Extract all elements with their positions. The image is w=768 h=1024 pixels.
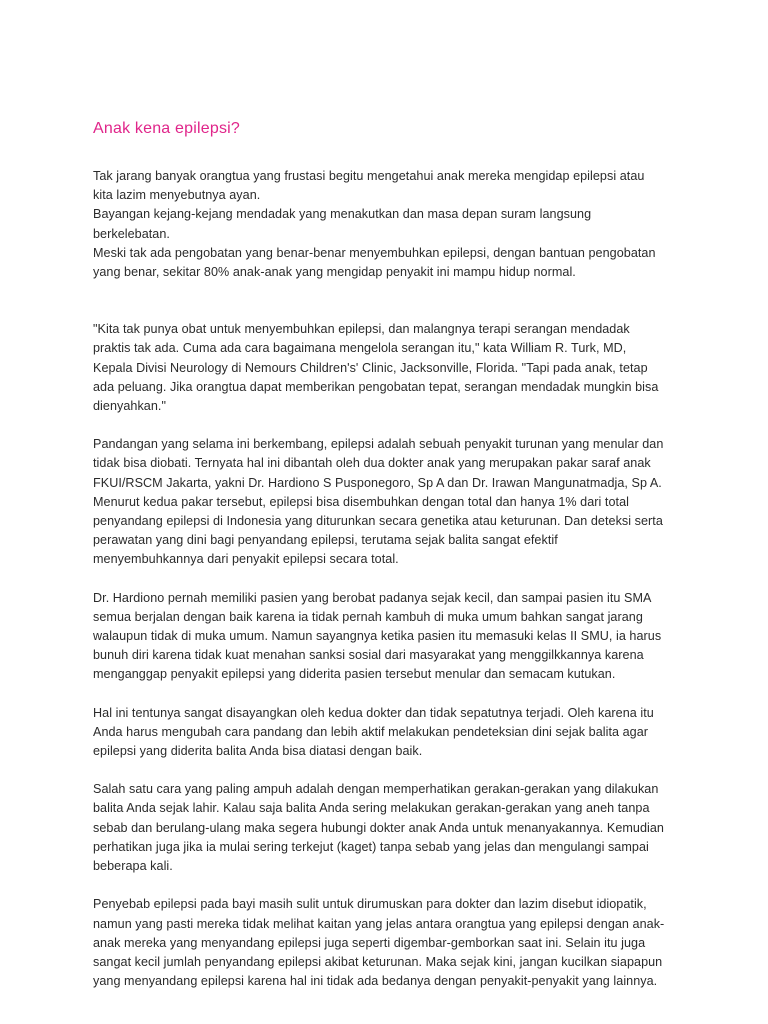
paragraph-pandangan [93,435,683,569]
text-line: Pandangan yang selama ini berkembang, epilepsi adalah sebuah penyakit turunan yang menular dan [93,437,664,452]
text-line: "Kita tak punya obat untuk menyembuhkan epilepsi, dan malangnya terapi serangan mendadak [93,322,630,337]
text-line: yang benar, sekitar 80% anak-anak yang mengidap penyakit ini mampu hidup normal. [93,265,576,280]
text-line: perawatan yang dini bagi penyandang epilepsi, terutama sejak balita sangat efektif [93,533,558,548]
text-line: tidak bisa diobati. Ternyata hal ini dibantah oleh dua dokter anak yang merupakan pakar saraf anak [93,456,651,471]
text-line: anak mereka yang menyandang epilepsi juga seperti digembar-gemborkan saat ini. Selain itu juga [93,935,646,950]
text-line: Salah satu cara yang paling ampuh adalah dengan memperhatikan gerakan-gerakan yang dilakukan [93,782,659,797]
text-line: semua berjalan dengan baik karena ia tidak pernah kambuh di muka umum bahkan sangat jarang [93,609,643,624]
paragraph-disayangkan [93,704,683,762]
text-line: menyembuhkannya dari penyakit epilepsi secara total. [93,552,399,567]
text-line: Hal ini tentunya sangat disayangkan oleh kedua dokter dan tidak sepatutnya terjadi. Oleh karena itu [93,705,654,720]
text-line: menganggap penyakit epilepsi yang diderita pasien tersebut menular dan semacam kutukan. [93,667,616,682]
text-line: ada peluang. Jika orangtua dapat memberikan pengobatan tepat, serangan mendadak mungkin bisa [93,379,659,394]
text-line: Meski tak ada pengobatan yang benar-benar menyembuhkan epilepsi, dengan bantuan pengobatan [93,245,656,260]
text-line: Anda harus mengubah cara pandang dan lebih aktif melakukan pendeteksian dini sejak balita agar [93,724,649,739]
text-line: Bayangan kejang-kejang mendadak yang menakutkan dan masa depan suram langsung [93,207,592,222]
text-line: epilepsi yang diderita balita Anda bisa diatasi dengan baik. [93,744,423,759]
paragraph-quote [93,320,683,416]
text-line: sebab dan berulang-ulang maka segera hubungi dokter anak Anda untuk menanyakannya. Kemudian [93,820,664,835]
document-page [93,119,683,991]
text-line: yang menyandang epilepsi karena hal ini tidak ada bedanya dengan penyakit-penyakit yang lainnya. [93,974,658,989]
text-line: FKUI/RSCM Jakarta, yakni Dr. Hardiono S Pusponegoro, Sp A dan Dr. Irawan Mangunatmadja, Sp A. [93,475,662,490]
text-line: penyandang epilepsi di Indonesia yang diturunkan secara genetika atau keturunan. Dan deteksi serta [93,514,663,529]
text-line: perhatikan juga jika ia mulai sering terkejut (kaget) tanpa sebab yang jelas dan mengulangi sampai [93,839,649,854]
text-line: kita lazim menyebutnya ayan. [93,188,261,203]
paragraph-intro [93,167,683,282]
text-line: bunuh diri karena tidak kuat menahan sanksi sosial dari masyarakat yang menggilkkannya karena [93,648,644,663]
text-line: beberapa kali. [93,859,173,874]
text-line: praktis tak ada. Cuma ada cara bagaimana mengelola serangan itu," kata William R. Turk, MD, [93,341,627,356]
text-line: walaupun tidak di muka umum. Namun sayangnya ketika pasien itu memasuki kelas II SMU, ia harus [93,629,662,644]
text-line: balita Anda sejak lahir. Kalau saja balita Anda sering melakukan gerakan-gerakan yang aneh tanpa [93,801,650,816]
text-line: sangat kecil jumlah penyandang epilepsi akibat keturunan. Maka sejak kini, jangan kucilkan siapapun [93,954,663,969]
text-line: Kepala Divisi Neurology di Nemours Children's' Clinic, Jacksonville, Florida. "Tapi pada anak, tetap [93,360,648,375]
text-line: namun yang pasti mereka tidak melihat kaitan yang jelas antara orangtua yang epilepsi dengan anak- [93,916,665,931]
article-title: Anak kena epilepsi? [93,120,241,137]
paragraph-penyebab [93,895,683,991]
text-line: dienyahkan." [93,399,166,414]
text-line: Menurut kedua pakar tersebut, epilepsi bisa disembuhkan dengan total dan hanya 1% dari total [93,494,629,509]
paragraph-cara [93,780,683,876]
paragraph-hardiono [93,589,683,685]
text-line: berkelebatan. [93,226,170,241]
text-line: Dr. Hardiono pernah memiliki pasien yang berobat padanya sejak kecil, dan sampai pasien itu SMA [93,590,652,605]
text-line: Penyebab epilepsi pada bayi masih sulit untuk dirumuskan para dokter dan lazim disebut idiopatik, [93,897,647,912]
text-line: Tak jarang banyak orangtua yang frustasi begitu mengetahui anak mereka mengidap epilepsi atau [93,169,645,183]
